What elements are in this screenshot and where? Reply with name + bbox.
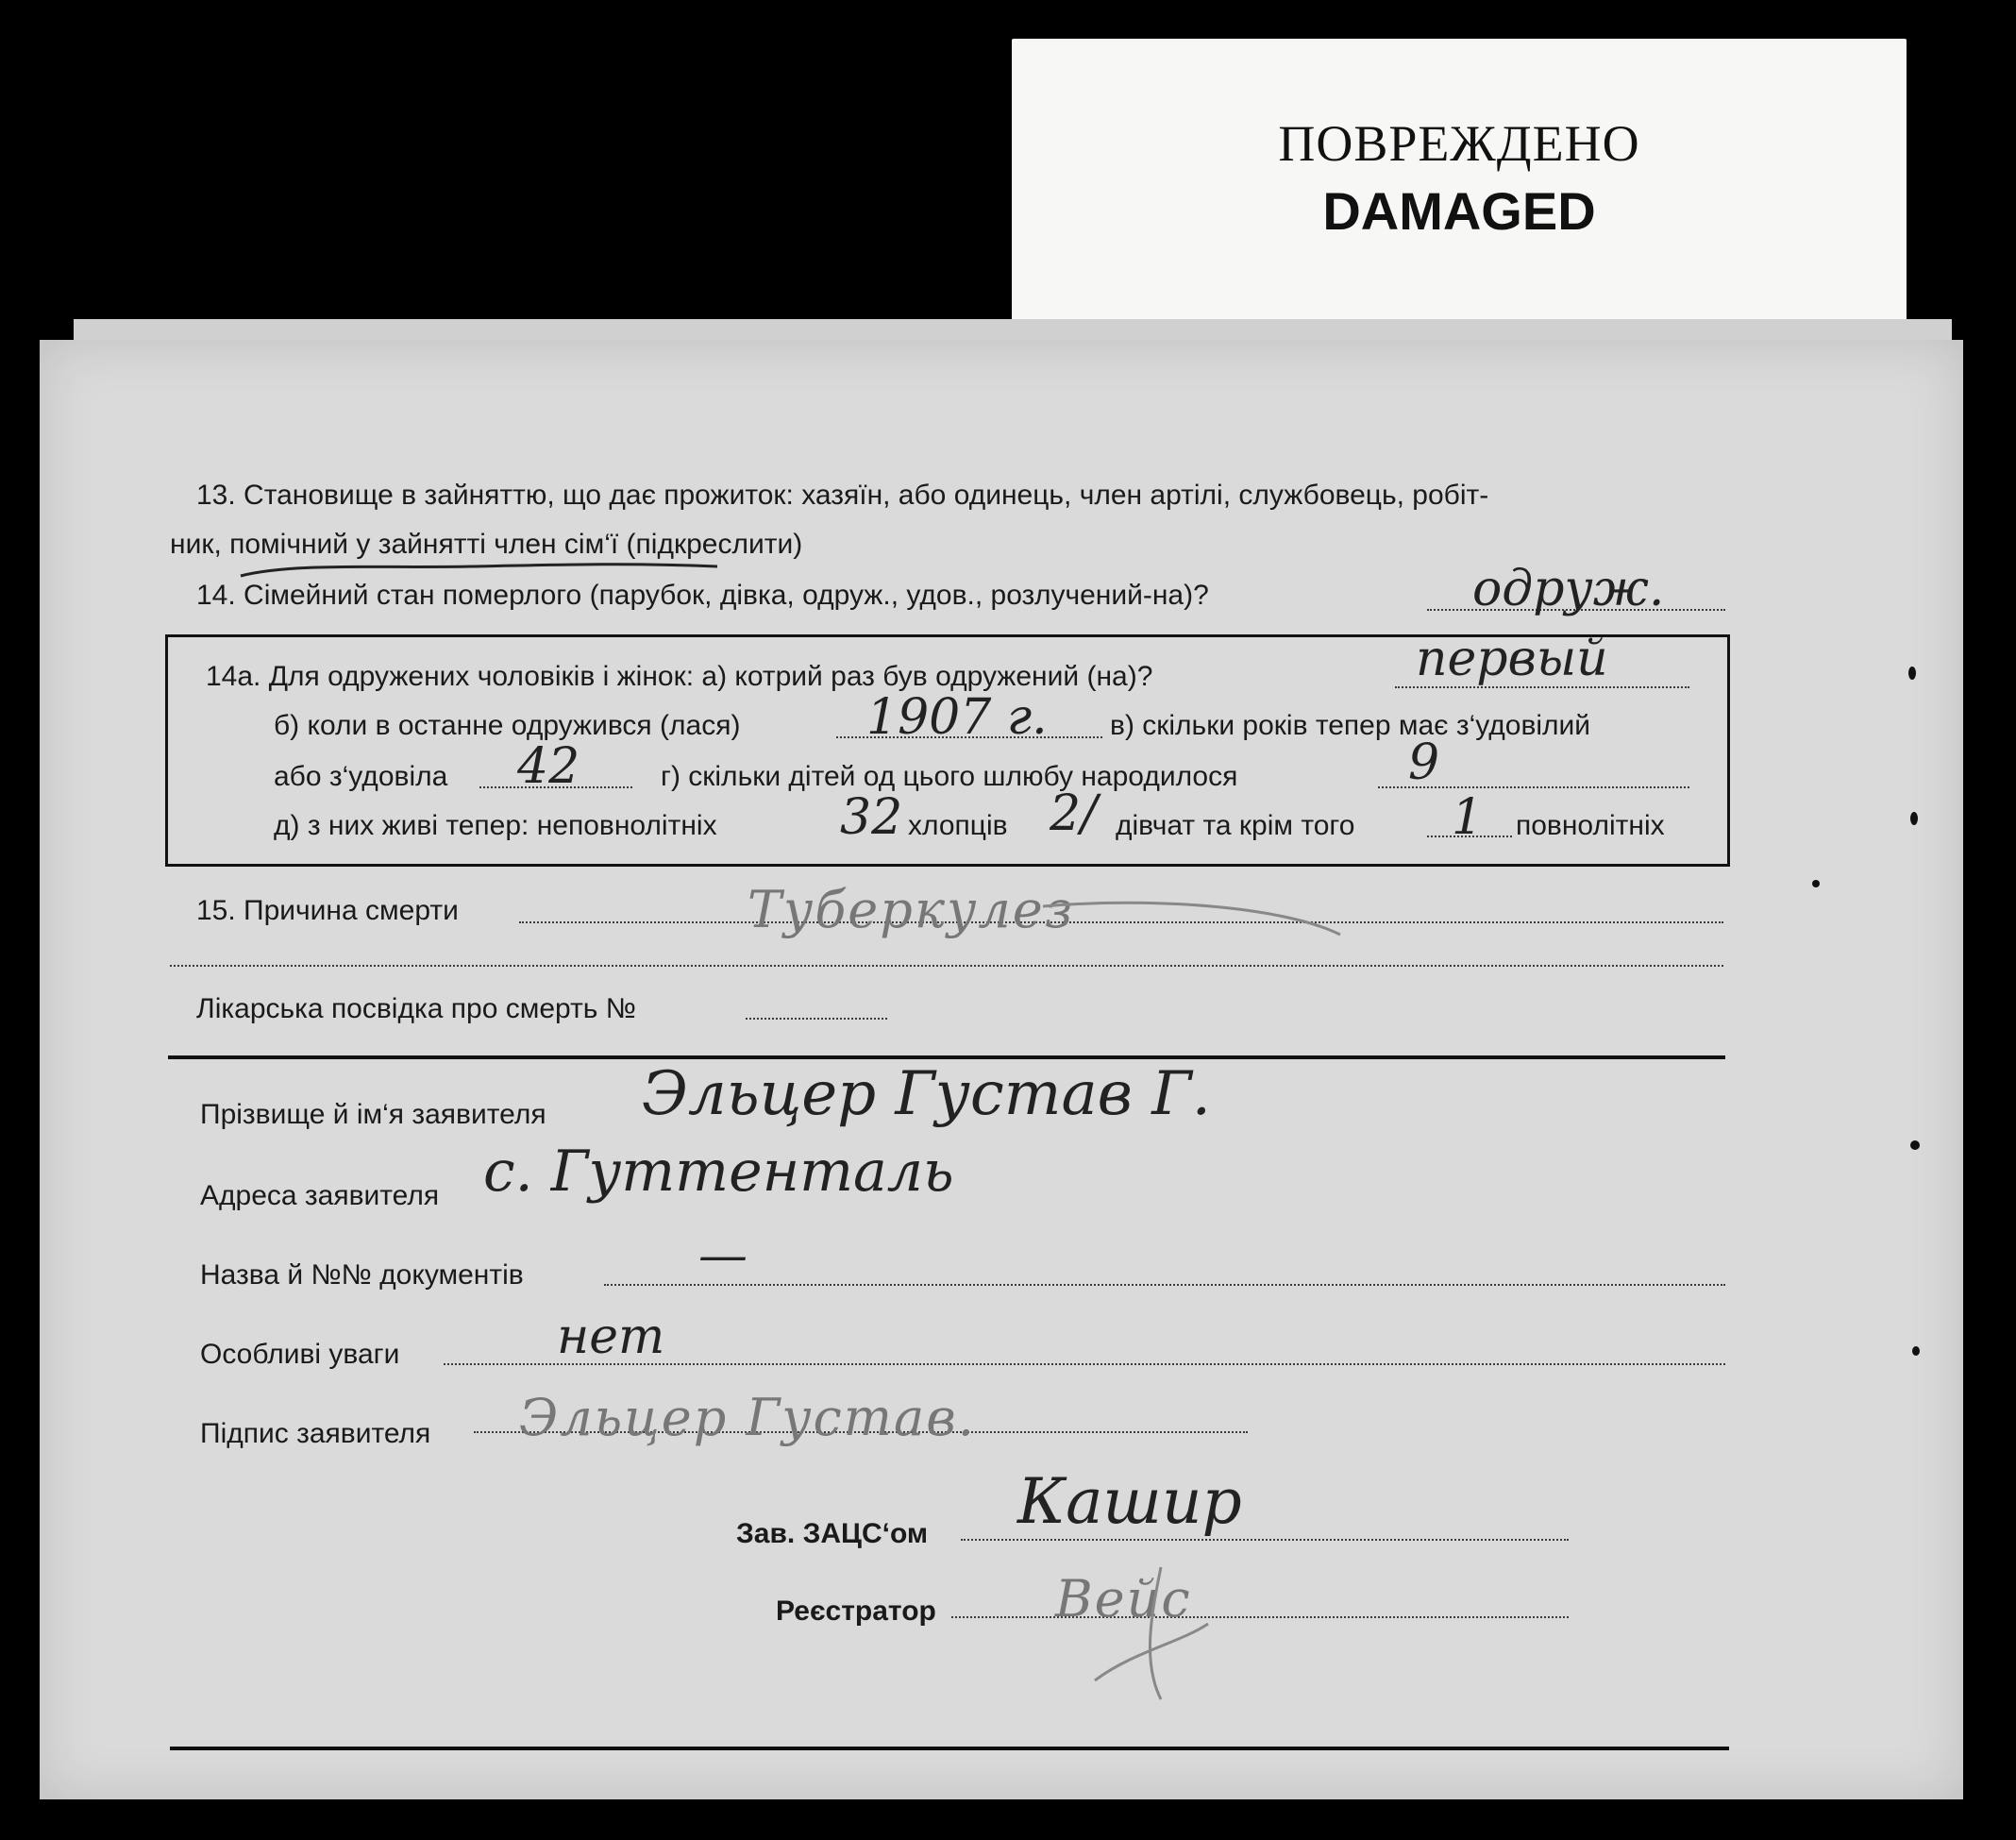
registrar-dotted xyxy=(951,1616,1569,1618)
binder-hole-mark xyxy=(1910,812,1918,825)
item14a-girls-label: дівчат та крім того xyxy=(1116,810,1355,841)
item14a-line1: 14а. Для одружених чоловіків і жінок: а) котрий раз був одружений (на)? xyxy=(206,661,1153,692)
pencil-flourish xyxy=(1038,887,1350,954)
applicant-address-label: Адреса заявителя xyxy=(200,1180,440,1211)
applicant-signature-label: Підпис заявителя xyxy=(200,1418,431,1449)
medical-cert-dotted xyxy=(746,1018,887,1020)
bottom-rule xyxy=(170,1747,1729,1750)
special-notes-label: Особливі уваги xyxy=(200,1339,400,1370)
item14a-boys-label: хлопців xyxy=(908,810,1008,841)
registrar-flourish xyxy=(1076,1558,1218,1709)
applicant-signature-answer: Эльцер Густав. xyxy=(519,1388,976,1447)
damaged-label-ukrainian: ПОВРЕЖДЕНО xyxy=(1278,115,1640,172)
binder-hole-mark xyxy=(1812,880,1820,887)
item14a-answer-a: первый xyxy=(1416,631,1608,687)
documents-dotted xyxy=(604,1284,1725,1286)
item13-line1: 13. Становище в зайняттю, що дає прожиток: хазяїн, або одинець, член артілі, службовець, робіт- xyxy=(196,480,1489,511)
binder-hole-mark xyxy=(1910,1140,1920,1150)
item14a-answer-g: 9 xyxy=(1408,734,1440,791)
binder-hole-mark xyxy=(1908,667,1916,680)
applicant-address-answer: с. Гуттенталь xyxy=(483,1139,954,1205)
registrar-label: Реєстратор xyxy=(776,1595,936,1627)
applicant-name-label: Прізвище й ім‘я заявителя xyxy=(200,1099,546,1130)
item14-label: 14. Сімейний стан померлого (парубок, дівка, одруж., удов., розлучений-на)? xyxy=(196,580,1209,611)
item14-answer: одруж. xyxy=(1472,561,1665,617)
item14a-g-label: г) скільки дітей од цього шлюбу народилося xyxy=(661,761,1238,792)
item13-line2: ник, помічний у зайнятті член сім‘ї (підкреслити) xyxy=(170,529,803,560)
item15-answer: Туберкулез xyxy=(748,880,1075,939)
binder-hole-mark xyxy=(1912,1346,1920,1356)
registrar-signature: Вейс xyxy=(1055,1569,1192,1629)
special-notes-answer: нет xyxy=(557,1308,665,1365)
head-zags-label: Зав. ЗАЦС‘ом xyxy=(736,1518,929,1549)
head-zags-dotted xyxy=(961,1539,1569,1541)
damaged-label-card xyxy=(1012,39,1907,337)
item14a-adults-label: повнолітніх xyxy=(1516,810,1665,841)
documents-answer: — xyxy=(698,1227,748,1284)
head-zags-signature: Кашир xyxy=(1017,1465,1242,1538)
documents-label: Назва й №№ документів xyxy=(200,1259,524,1291)
item14a-v-label: в) скільки років тепер має з‘удовілий xyxy=(1110,710,1591,741)
item14a-answer-b: 1907 г. xyxy=(866,689,1048,746)
item15-label: 15. Причина смерти xyxy=(196,895,459,926)
medical-cert-label: Лікарська посвідка про смерть № xyxy=(196,993,636,1024)
item14a-d-label: д) з них живі тепер: неповнолітніх xyxy=(274,810,717,841)
item14a-b-label: б) коли в останне одружився (лася) xyxy=(274,710,741,741)
applicant-name-answer: Эльцер Густав Г. xyxy=(642,1059,1211,1129)
item14a-answer-minors: 32 xyxy=(840,789,903,846)
item15-dotted-2 xyxy=(170,965,1723,967)
damaged-label-english: DAMAGED xyxy=(1322,181,1596,241)
item14a-answer-v: 42 xyxy=(517,738,580,795)
item14a-line3-start: або з‘удовіла xyxy=(274,761,448,792)
item14a-answer-adults: 1 xyxy=(1452,789,1484,846)
item14a-answer-girls: 2/ xyxy=(1050,785,1098,842)
